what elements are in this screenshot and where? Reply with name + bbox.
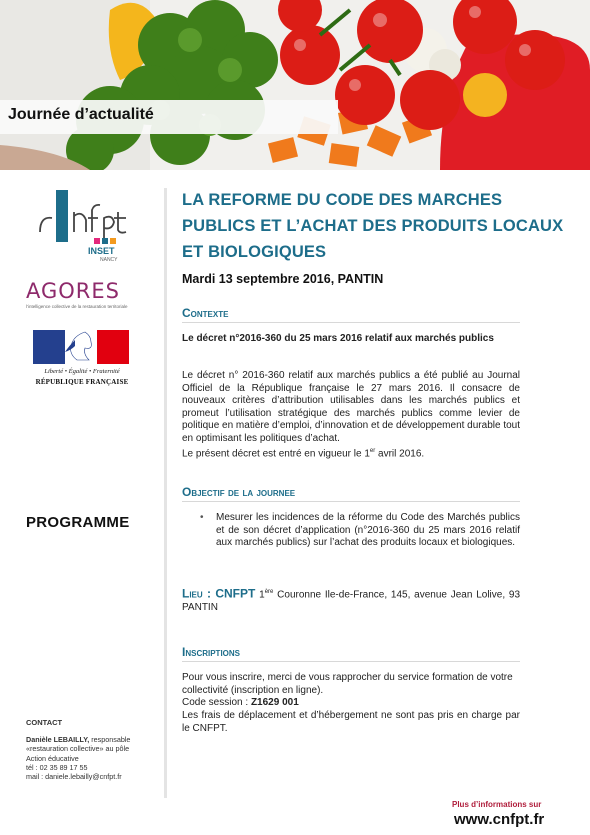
vegetables-photo <box>0 0 590 170</box>
inset-label: INSET <box>88 246 115 256</box>
code-session-label: Code session : <box>182 697 251 708</box>
event-type-label: Journée d’actualité <box>0 100 338 134</box>
section-rule <box>182 501 520 502</box>
objectif-list <box>200 512 520 550</box>
contact-email: mail : daniele.lebailly@cnfpt.fr <box>26 772 122 782</box>
contact-phone: tél : 02 35 89 17 55 <box>26 762 88 772</box>
page-title: LA REFORME DU CODE DES MARCHES PUBLICS ET L’ACHAT DES PRODUITS LOCAUX ET BIOLOGIQUES <box>182 191 564 261</box>
section-rule <box>182 322 520 323</box>
footer-more-info: Plus d’informations sur <box>452 800 542 809</box>
section-heading-contexte: Contexte <box>182 306 229 320</box>
contexte-body-2 <box>182 445 520 461</box>
agores-logo <box>26 280 136 314</box>
programme-label: PROGRAMME <box>26 514 130 531</box>
inscriptions-code <box>182 697 520 710</box>
column-divider <box>164 188 167 798</box>
rf-name: RÉPUBLIQUE FRANÇAISE <box>35 378 129 386</box>
section-rule <box>182 661 520 662</box>
marianne-icon <box>33 330 129 364</box>
inset-sub-label: NANCY <box>100 257 118 263</box>
code-session-value: Z1629 001 <box>250 697 299 708</box>
agores-tagline: l’intelligence collective de la restauration territoriale <box>26 304 128 309</box>
contact-role-2: «restauration collective» au pôle <box>26 744 130 754</box>
contact-role-1: responsable <box>89 735 131 745</box>
lieu-label: Lieu : CNFPT <box>182 586 256 601</box>
header-banner <box>0 0 590 170</box>
agores-wordmark: AGORES <box>26 279 120 303</box>
lieu-text: 1 <box>255 589 265 601</box>
contexte-body-2-end: avril 2016. <box>375 448 425 460</box>
french-flag-icon <box>33 330 129 364</box>
contact-role-3: Action éducative <box>26 753 79 763</box>
svg-text:le: le <box>69 213 84 225</box>
objectif-item: • Mesurer les incidences de la réforme du Code des Marchés publics et de son décret d’application (n°2016-360 du 25 mars 2016 relatif aux marchés publics) sur l’achat des produits locaux et biologiques. <box>200 512 520 550</box>
contexte-lead: Le décret n°2016-360 du 25 mars 2016 relatif aux marchés publics <box>182 333 494 344</box>
contexte-body-2-sup: er <box>369 448 376 454</box>
contexte-body-2-text: Le présent décret est entré en vigueur le 1 <box>182 448 370 460</box>
rf-motto: Liberté • Égalité • Fraternité <box>44 368 120 375</box>
contexte-body: Le décret n° 2016-360 relatif aux marchés publics a été publié au Journal Officiel de la République française le 27 mars 2016. Il consacre de nouveaux critères d’attribution utilisables dans les marchés publics et promeut l’utilisation stratégique des marchés publics comme levier de politique en matière d’emploi, d’innovation et de développement durable tout en optimisant les politiques d’achat. <box>182 370 521 444</box>
section-heading-inscriptions: Inscriptions <box>182 645 241 659</box>
lieu-address: Couronne Ile-de-France, 145, avenue Jean Lolive, 93 PANTIN <box>182 589 521 614</box>
cnfpt-logo <box>36 190 132 268</box>
inscriptions-fees: Les frais de déplacement et d’hébergement ne sont pas pris en charge par le CNFPT. <box>182 710 520 734</box>
footer-website-link[interactable]: www.cnfpt.fr <box>454 811 545 828</box>
contact-label: CONTACT <box>26 718 63 727</box>
lieu-block <box>182 586 520 614</box>
inscriptions-text: Pour vous inscrire, merci de vous rapprocher du service formation de votre collectivité (inscription en ligne). <box>182 672 513 696</box>
lieu-sup: ère <box>264 589 274 595</box>
contact-name: Danièle LEBAILLY, <box>26 735 90 745</box>
event-date: Mardi 13 septembre 2016, PANTIN <box>182 272 384 286</box>
republique-francaise-logo <box>32 330 132 390</box>
section-heading-objectif: Objectif de la journee <box>182 485 296 499</box>
contact-block <box>26 718 154 781</box>
